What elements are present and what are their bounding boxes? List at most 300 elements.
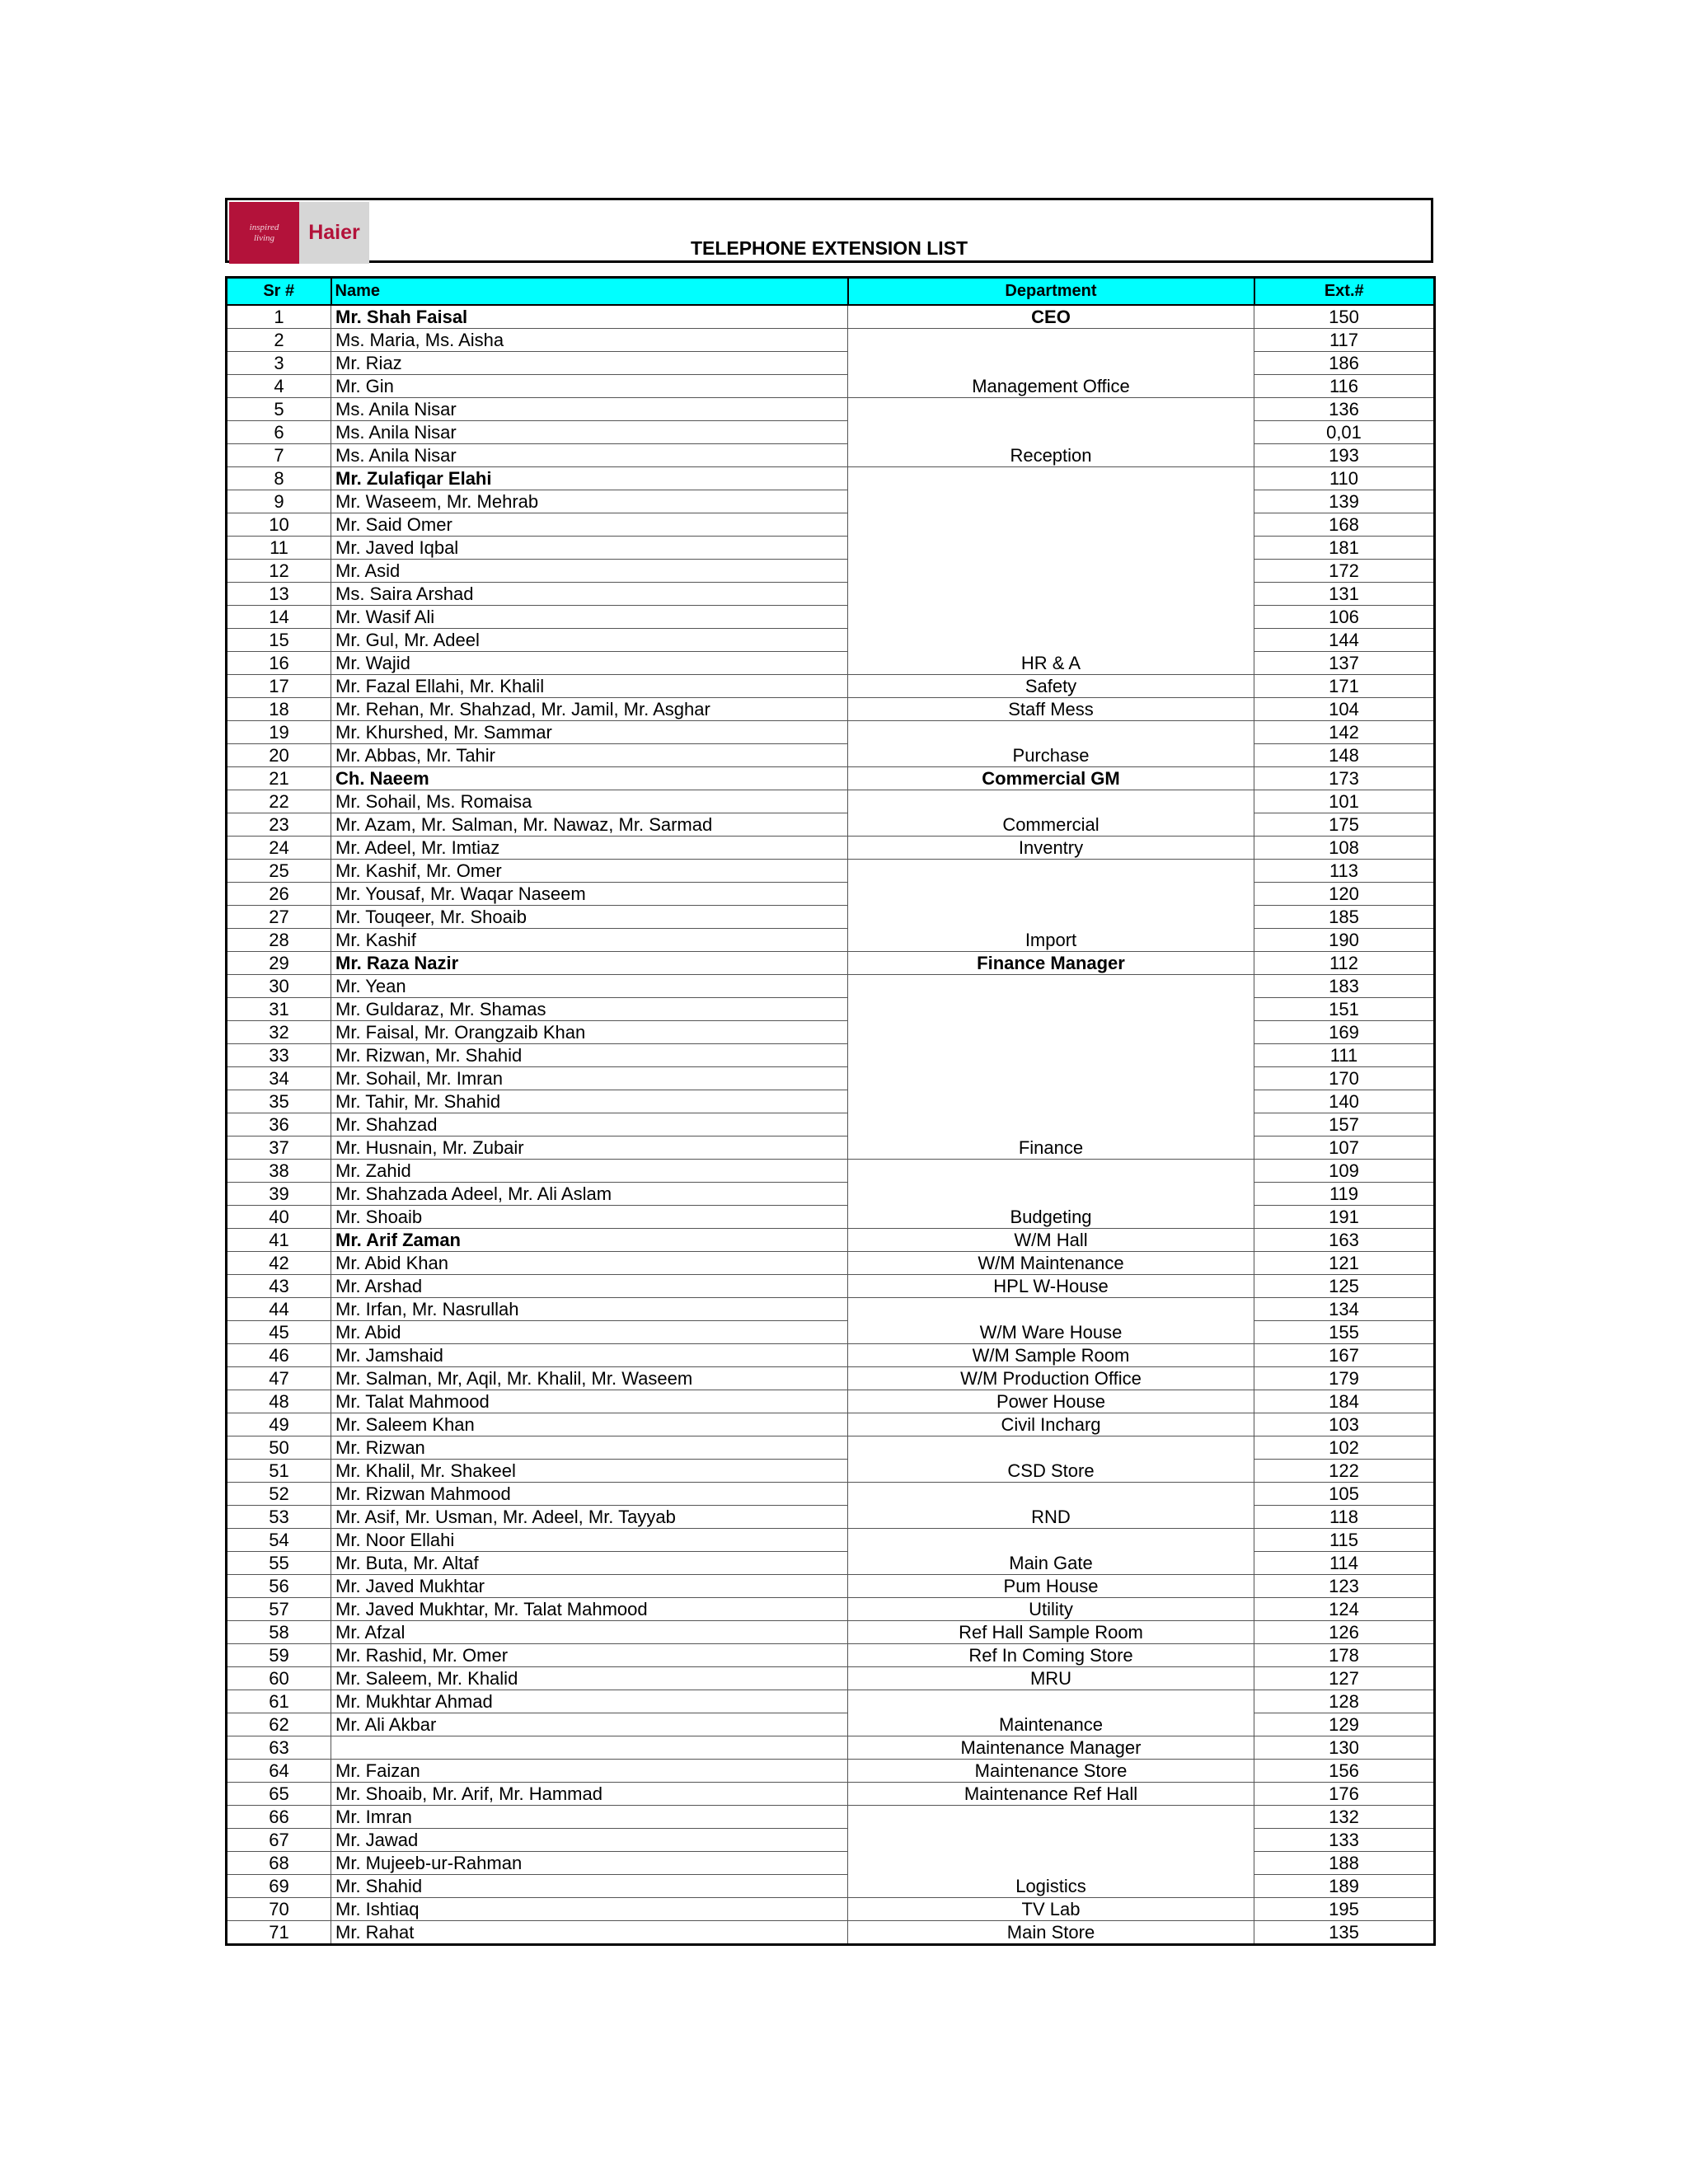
table-row: [227, 1829, 1435, 1852]
name-cell: Mr. Wajid: [331, 652, 848, 675]
table-row: [227, 1736, 1435, 1760]
sr-cell: 13: [227, 583, 331, 606]
table-row: [227, 1552, 1435, 1575]
department-cell: W/M Sample Room: [848, 1344, 1254, 1367]
sr-cell: 70: [227, 1898, 331, 1921]
name-cell: Mr. Arif Zaman: [331, 1229, 848, 1252]
name-cell: Mr. Wasif Ali: [331, 606, 848, 629]
table-row: [227, 1160, 1435, 1183]
table-row: [227, 1713, 1435, 1736]
name-cell: Mr. Sohail, Ms. Romaisa: [331, 790, 848, 813]
sr-cell: 38: [227, 1160, 331, 1183]
sr-cell: 46: [227, 1344, 331, 1367]
name-cell: [331, 1736, 848, 1760]
table-row: [227, 837, 1435, 860]
sr-cell: 3: [227, 352, 331, 375]
sr-cell: 64: [227, 1760, 331, 1783]
sr-cell: 12: [227, 560, 331, 583]
name-cell: Mr. Shahzad: [331, 1113, 848, 1137]
name-cell: Mr. Faisal, Mr. Orangzaib Khan: [331, 1021, 848, 1044]
sr-cell: 14: [227, 606, 331, 629]
sr-cell: 56: [227, 1575, 331, 1598]
ext-cell: 107: [1254, 1137, 1435, 1160]
table-row: [227, 1021, 1435, 1044]
name-cell: Ms. Anila Nisar: [331, 421, 848, 444]
sr-cell: 8: [227, 467, 331, 490]
sr-cell: 2: [227, 329, 331, 352]
name-cell: Mr. Kashif: [331, 929, 848, 952]
table-row: [227, 744, 1435, 767]
sr-cell: 4: [227, 375, 331, 398]
sr-cell: 54: [227, 1529, 331, 1552]
ext-cell: 157: [1254, 1113, 1435, 1137]
table-row: [227, 860, 1435, 883]
department-cell: Logistics: [848, 1806, 1254, 1898]
name-cell: Mr. Rizwan, Mr. Shahid: [331, 1044, 848, 1067]
ext-cell: 119: [1254, 1183, 1435, 1206]
table-row: [227, 1783, 1435, 1806]
table-row: [227, 629, 1435, 652]
ext-cell: 188: [1254, 1852, 1435, 1875]
ext-cell: 181: [1254, 537, 1435, 560]
name-cell: Mr. Husnain, Mr. Zubair: [331, 1137, 848, 1160]
ext-cell: 136: [1254, 398, 1435, 421]
name-cell: Mr. Touqeer, Mr. Shoaib: [331, 906, 848, 929]
name-cell: Mr. Abid: [331, 1321, 848, 1344]
department-cell: Civil Incharg: [848, 1413, 1254, 1436]
table-row: [227, 421, 1435, 444]
name-cell: Mr. Yousaf, Mr. Waqar Naseem: [331, 883, 848, 906]
sr-cell: 59: [227, 1644, 331, 1667]
ext-cell: 127: [1254, 1667, 1435, 1690]
sr-cell: 58: [227, 1621, 331, 1644]
sr-cell: 31: [227, 998, 331, 1021]
sr-cell: 68: [227, 1852, 331, 1875]
department-cell: Utility: [848, 1598, 1254, 1621]
table-row: [227, 1390, 1435, 1413]
sr-cell: 19: [227, 721, 331, 744]
ext-cell: 123: [1254, 1575, 1435, 1598]
sr-cell: 65: [227, 1783, 331, 1806]
name-cell: Mr. Rizwan Mahmood: [331, 1483, 848, 1506]
name-cell: Mr. Adeel, Mr. Imtiaz: [331, 837, 848, 860]
name-cell: Mr. Gin: [331, 375, 848, 398]
sr-cell: 49: [227, 1413, 331, 1436]
ext-cell: 108: [1254, 837, 1435, 860]
table-row: [227, 652, 1435, 675]
sr-cell: 47: [227, 1367, 331, 1390]
name-cell: Mr. Sohail, Mr. Imran: [331, 1067, 848, 1090]
ext-cell: 173: [1254, 767, 1435, 790]
sr-cell: 61: [227, 1690, 331, 1713]
name-cell: Mr. Shah Faisal: [331, 305, 848, 329]
table-row: [227, 790, 1435, 813]
table-row: [227, 721, 1435, 744]
table-row: [227, 906, 1435, 929]
name-cell: Mr. Javed Mukhtar, Mr. Talat Mahmood: [331, 1598, 848, 1621]
name-cell: Mr. Jamshaid: [331, 1344, 848, 1367]
sr-cell: 48: [227, 1390, 331, 1413]
sr-cell: 21: [227, 767, 331, 790]
table-row: [227, 1137, 1435, 1160]
ext-cell: 121: [1254, 1252, 1435, 1275]
name-cell: Mr. Fazal Ellahi, Mr. Khalil: [331, 675, 848, 698]
sr-cell: 43: [227, 1275, 331, 1298]
name-cell: Mr. Mukhtar Ahmad: [331, 1690, 848, 1713]
ext-cell: 117: [1254, 329, 1435, 352]
department-cell: Pum House: [848, 1575, 1254, 1598]
table-row: [227, 1275, 1435, 1298]
name-cell: Mr. Irfan, Mr. Nasrullah: [331, 1298, 848, 1321]
table-row: [227, 467, 1435, 490]
ext-cell: 190: [1254, 929, 1435, 952]
sr-cell: 40: [227, 1206, 331, 1229]
sr-cell: 62: [227, 1713, 331, 1736]
name-cell: Mr. Zahid: [331, 1160, 848, 1183]
name-cell: Mr. Rizwan: [331, 1436, 848, 1460]
logo-tagline-line2: living: [253, 232, 275, 243]
department-cell: Ref Hall Sample Room: [848, 1621, 1254, 1644]
ext-cell: 134: [1254, 1298, 1435, 1321]
table-row: [227, 560, 1435, 583]
table-row: [227, 1298, 1435, 1321]
sr-cell: 24: [227, 837, 331, 860]
ext-cell: 191: [1254, 1206, 1435, 1229]
logo-brand: Haier: [308, 221, 360, 244]
name-cell: Mr. Abbas, Mr. Tahir: [331, 744, 848, 767]
sr-cell: 30: [227, 975, 331, 998]
name-cell: Mr. Shahzada Adeel, Mr. Ali Aslam: [331, 1183, 848, 1206]
name-cell: Mr. Abid Khan: [331, 1252, 848, 1275]
name-cell: Mr. Shoaib, Mr. Arif, Mr. Hammad: [331, 1783, 848, 1806]
name-cell: Mr. Raza Nazir: [331, 952, 848, 975]
ext-cell: 122: [1254, 1460, 1435, 1483]
ext-cell: 104: [1254, 698, 1435, 721]
ext-cell: 112: [1254, 952, 1435, 975]
ext-cell: 169: [1254, 1021, 1435, 1044]
sr-cell: 16: [227, 652, 331, 675]
name-cell: Mr. Rahat: [331, 1921, 848, 1945]
sr-cell: 41: [227, 1229, 331, 1252]
department-cell: W/M Maintenance: [848, 1252, 1254, 1275]
ext-cell: 133: [1254, 1829, 1435, 1852]
sr-cell: 20: [227, 744, 331, 767]
sr-cell: 26: [227, 883, 331, 906]
ext-cell: 130: [1254, 1736, 1435, 1760]
department-cell: Staff Mess: [848, 698, 1254, 721]
name-cell: Mr. Waseem, Mr. Mehrab: [331, 490, 848, 513]
sr-cell: 50: [227, 1436, 331, 1460]
table-row: [227, 329, 1435, 352]
table-row: [227, 305, 1435, 329]
sr-cell: 17: [227, 675, 331, 698]
table-row: [227, 1252, 1435, 1275]
department-cell: Maintenance Ref Hall: [848, 1783, 1254, 1806]
department-cell: W/M Ware House: [848, 1298, 1254, 1344]
department-cell: Finance Manager: [848, 952, 1254, 975]
sr-cell: 27: [227, 906, 331, 929]
sr-cell: 32: [227, 1021, 331, 1044]
name-cell: Mr. Said Omer: [331, 513, 848, 537]
sr-cell: 10: [227, 513, 331, 537]
table-row: [227, 1113, 1435, 1137]
name-cell: Mr. Arshad: [331, 1275, 848, 1298]
sr-cell: 63: [227, 1736, 331, 1760]
table-row: [227, 1506, 1435, 1529]
sr-cell: 35: [227, 1090, 331, 1113]
department-cell: Main Store: [848, 1921, 1254, 1945]
table-row: [227, 1852, 1435, 1875]
table-row: [227, 767, 1435, 790]
department-cell: Budgeting: [848, 1160, 1254, 1229]
title-header-box: [225, 198, 1433, 263]
sr-cell: 60: [227, 1667, 331, 1690]
table-row: [227, 606, 1435, 629]
department-cell: RND: [848, 1483, 1254, 1529]
department-cell: TV Lab: [848, 1898, 1254, 1921]
table-row: [227, 813, 1435, 837]
table-row: [227, 1644, 1435, 1667]
sr-cell: 29: [227, 952, 331, 975]
department-cell: Maintenance: [848, 1690, 1254, 1736]
header-sr: Sr #: [227, 278, 331, 306]
table-row: [227, 1875, 1435, 1898]
ext-cell: 148: [1254, 744, 1435, 767]
table-row: [227, 398, 1435, 421]
name-cell: Mr. Asif, Mr. Usman, Mr. Adeel, Mr. Tayyab: [331, 1506, 848, 1529]
name-cell: Mr. Afzal: [331, 1621, 848, 1644]
ext-cell: 167: [1254, 1344, 1435, 1367]
ext-cell: 137: [1254, 652, 1435, 675]
sr-cell: 5: [227, 398, 331, 421]
name-cell: Mr. Salman, Mr, Aqil, Mr. Khalil, Mr. Waseem: [331, 1367, 848, 1390]
header-ext: Ext.#: [1254, 278, 1435, 306]
table-row: [227, 975, 1435, 998]
ext-cell: 184: [1254, 1390, 1435, 1413]
sr-cell: 52: [227, 1483, 331, 1506]
department-cell: Management Office: [848, 329, 1254, 398]
table-row: [227, 513, 1435, 537]
table-row: [227, 1044, 1435, 1067]
department-cell: Maintenance Store: [848, 1760, 1254, 1783]
ext-cell: 156: [1254, 1760, 1435, 1783]
department-cell: Main Gate: [848, 1529, 1254, 1575]
ext-cell: 114: [1254, 1552, 1435, 1575]
ext-cell: 124: [1254, 1598, 1435, 1621]
header-name: Name: [331, 278, 848, 306]
name-cell: Mr. Javed Mukhtar: [331, 1575, 848, 1598]
table-row: [227, 952, 1435, 975]
name-cell: Mr. Ishtiaq: [331, 1898, 848, 1921]
department-cell: Commercial: [848, 790, 1254, 837]
ext-cell: 179: [1254, 1367, 1435, 1390]
ext-cell: 0,01: [1254, 421, 1435, 444]
sr-cell: 44: [227, 1298, 331, 1321]
name-cell: Mr. Guldaraz, Mr. Shamas: [331, 998, 848, 1021]
name-cell: Ms. Saira Arshad: [331, 583, 848, 606]
table-row: [227, 1806, 1435, 1829]
table-row: [227, 1621, 1435, 1644]
table-row: [227, 1483, 1435, 1506]
table-row: [227, 1067, 1435, 1090]
table-row: [227, 675, 1435, 698]
ext-cell: 170: [1254, 1067, 1435, 1090]
sr-cell: 22: [227, 790, 331, 813]
name-cell: Mr. Gul, Mr. Adeel: [331, 629, 848, 652]
department-cell: CEO: [848, 305, 1254, 329]
table-row: [227, 1413, 1435, 1436]
sr-cell: 33: [227, 1044, 331, 1067]
extension-table: [225, 276, 1436, 1946]
name-cell: Mr. Zulafiqar Elahi: [331, 467, 848, 490]
ext-cell: 128: [1254, 1690, 1435, 1713]
ext-cell: 168: [1254, 513, 1435, 537]
table-row: [227, 883, 1435, 906]
ext-cell: 195: [1254, 1898, 1435, 1921]
table-row: [227, 929, 1435, 952]
department-cell: Maintenance Manager: [848, 1736, 1254, 1760]
ext-cell: 151: [1254, 998, 1435, 1021]
department-cell: Power House: [848, 1390, 1254, 1413]
department-cell: MRU: [848, 1667, 1254, 1690]
sr-cell: 9: [227, 490, 331, 513]
sr-cell: 55: [227, 1552, 331, 1575]
department-cell: Inventry: [848, 837, 1254, 860]
department-cell: W/M Production Office: [848, 1367, 1254, 1390]
ext-cell: 109: [1254, 1160, 1435, 1183]
table-row: [227, 352, 1435, 375]
table-body: [227, 305, 1435, 1945]
name-cell: Mr. Imran: [331, 1806, 848, 1829]
sr-cell: 25: [227, 860, 331, 883]
sr-cell: 67: [227, 1829, 331, 1852]
department-cell: Commercial GM: [848, 767, 1254, 790]
name-cell: Mr. Yean: [331, 975, 848, 998]
ext-cell: 110: [1254, 467, 1435, 490]
table-row: [227, 444, 1435, 467]
ext-cell: 120: [1254, 883, 1435, 906]
table-row: [227, 1690, 1435, 1713]
department-cell: HPL W-House: [848, 1275, 1254, 1298]
name-cell: Mr. Kashif, Mr. Omer: [331, 860, 848, 883]
ext-cell: 171: [1254, 675, 1435, 698]
sr-cell: 6: [227, 421, 331, 444]
table-row: [227, 490, 1435, 513]
name-cell: Mr. Mujeeb-ur-Rahman: [331, 1852, 848, 1875]
sr-cell: 15: [227, 629, 331, 652]
table-row: [227, 1529, 1435, 1552]
table-row: [227, 583, 1435, 606]
sr-cell: 57: [227, 1598, 331, 1621]
name-cell: Ms. Maria, Ms. Aisha: [331, 329, 848, 352]
ext-cell: 185: [1254, 906, 1435, 929]
ext-cell: 116: [1254, 375, 1435, 398]
table-row: [227, 1898, 1435, 1921]
name-cell: Mr. Shoaib: [331, 1206, 848, 1229]
ext-cell: 155: [1254, 1321, 1435, 1344]
ext-cell: 163: [1254, 1229, 1435, 1252]
ext-cell: 139: [1254, 490, 1435, 513]
logo-tagline-line1: inspired: [249, 222, 279, 232]
department-cell: Finance: [848, 975, 1254, 1160]
name-cell: Mr. Riaz: [331, 352, 848, 375]
name-cell: Ms. Anila Nisar: [331, 398, 848, 421]
table-row: [227, 375, 1435, 398]
table-row: [227, 1598, 1435, 1621]
sr-cell: 7: [227, 444, 331, 467]
department-cell: Import: [848, 860, 1254, 952]
ext-cell: 172: [1254, 560, 1435, 583]
name-cell: Mr. Buta, Mr. Altaf: [331, 1552, 848, 1575]
ext-cell: 106: [1254, 606, 1435, 629]
name-cell: Mr. Khurshed, Mr. Sammar: [331, 721, 848, 744]
table-row: [227, 537, 1435, 560]
sr-cell: 66: [227, 1806, 331, 1829]
ext-cell: 102: [1254, 1436, 1435, 1460]
sr-cell: 39: [227, 1183, 331, 1206]
sr-cell: 1: [227, 305, 331, 329]
ext-cell: 150: [1254, 305, 1435, 329]
name-cell: Mr. Rashid, Mr. Omer: [331, 1644, 848, 1667]
table-row: [227, 1090, 1435, 1113]
name-cell: Mr. Noor Ellahi: [331, 1529, 848, 1552]
name-cell: Mr. Rehan, Mr. Shahzad, Mr. Jamil, Mr. Asghar: [331, 698, 848, 721]
ext-cell: 178: [1254, 1644, 1435, 1667]
name-cell: Mr. Asid: [331, 560, 848, 583]
department-cell: Purchase: [848, 721, 1254, 767]
ext-cell: 129: [1254, 1713, 1435, 1736]
name-cell: Mr. Ali Akbar: [331, 1713, 848, 1736]
sr-cell: 23: [227, 813, 331, 837]
sr-cell: 18: [227, 698, 331, 721]
sr-cell: 11: [227, 537, 331, 560]
table-row: [227, 998, 1435, 1021]
department-cell: W/M Hall: [848, 1229, 1254, 1252]
name-cell: Mr. Faizan: [331, 1760, 848, 1783]
name-cell: Mr. Talat Mahmood: [331, 1390, 848, 1413]
name-cell: Mr. Azam, Mr. Salman, Mr. Nawaz, Mr. Sarmad: [331, 813, 848, 837]
table-row: [227, 1344, 1435, 1367]
page-title: TELEPHONE EXTENSION LIST: [690, 237, 968, 259]
table-row: [227, 1229, 1435, 1252]
table-row: [227, 1921, 1435, 1945]
ext-cell: 113: [1254, 860, 1435, 883]
ext-cell: 105: [1254, 1483, 1435, 1506]
ext-cell: 189: [1254, 1875, 1435, 1898]
table-header-row: [227, 278, 1435, 306]
sr-cell: 45: [227, 1321, 331, 1344]
ext-cell: 111: [1254, 1044, 1435, 1067]
name-cell: Mr. Saleem, Mr. Khalid: [331, 1667, 848, 1690]
ext-cell: 118: [1254, 1506, 1435, 1529]
sr-cell: 71: [227, 1921, 331, 1945]
ext-cell: 140: [1254, 1090, 1435, 1113]
table-row: [227, 1460, 1435, 1483]
ext-cell: 126: [1254, 1621, 1435, 1644]
ext-cell: 131: [1254, 583, 1435, 606]
table-row: [227, 698, 1435, 721]
sr-cell: 37: [227, 1137, 331, 1160]
ext-cell: 101: [1254, 790, 1435, 813]
ext-cell: 144: [1254, 629, 1435, 652]
name-cell: Ms. Anila Nisar: [331, 444, 848, 467]
sr-cell: 42: [227, 1252, 331, 1275]
name-cell: Mr. Khalil, Mr. Shakeel: [331, 1460, 848, 1483]
ext-cell: 183: [1254, 975, 1435, 998]
table-row: [227, 1436, 1435, 1460]
ext-cell: 186: [1254, 352, 1435, 375]
table-row: [227, 1321, 1435, 1344]
